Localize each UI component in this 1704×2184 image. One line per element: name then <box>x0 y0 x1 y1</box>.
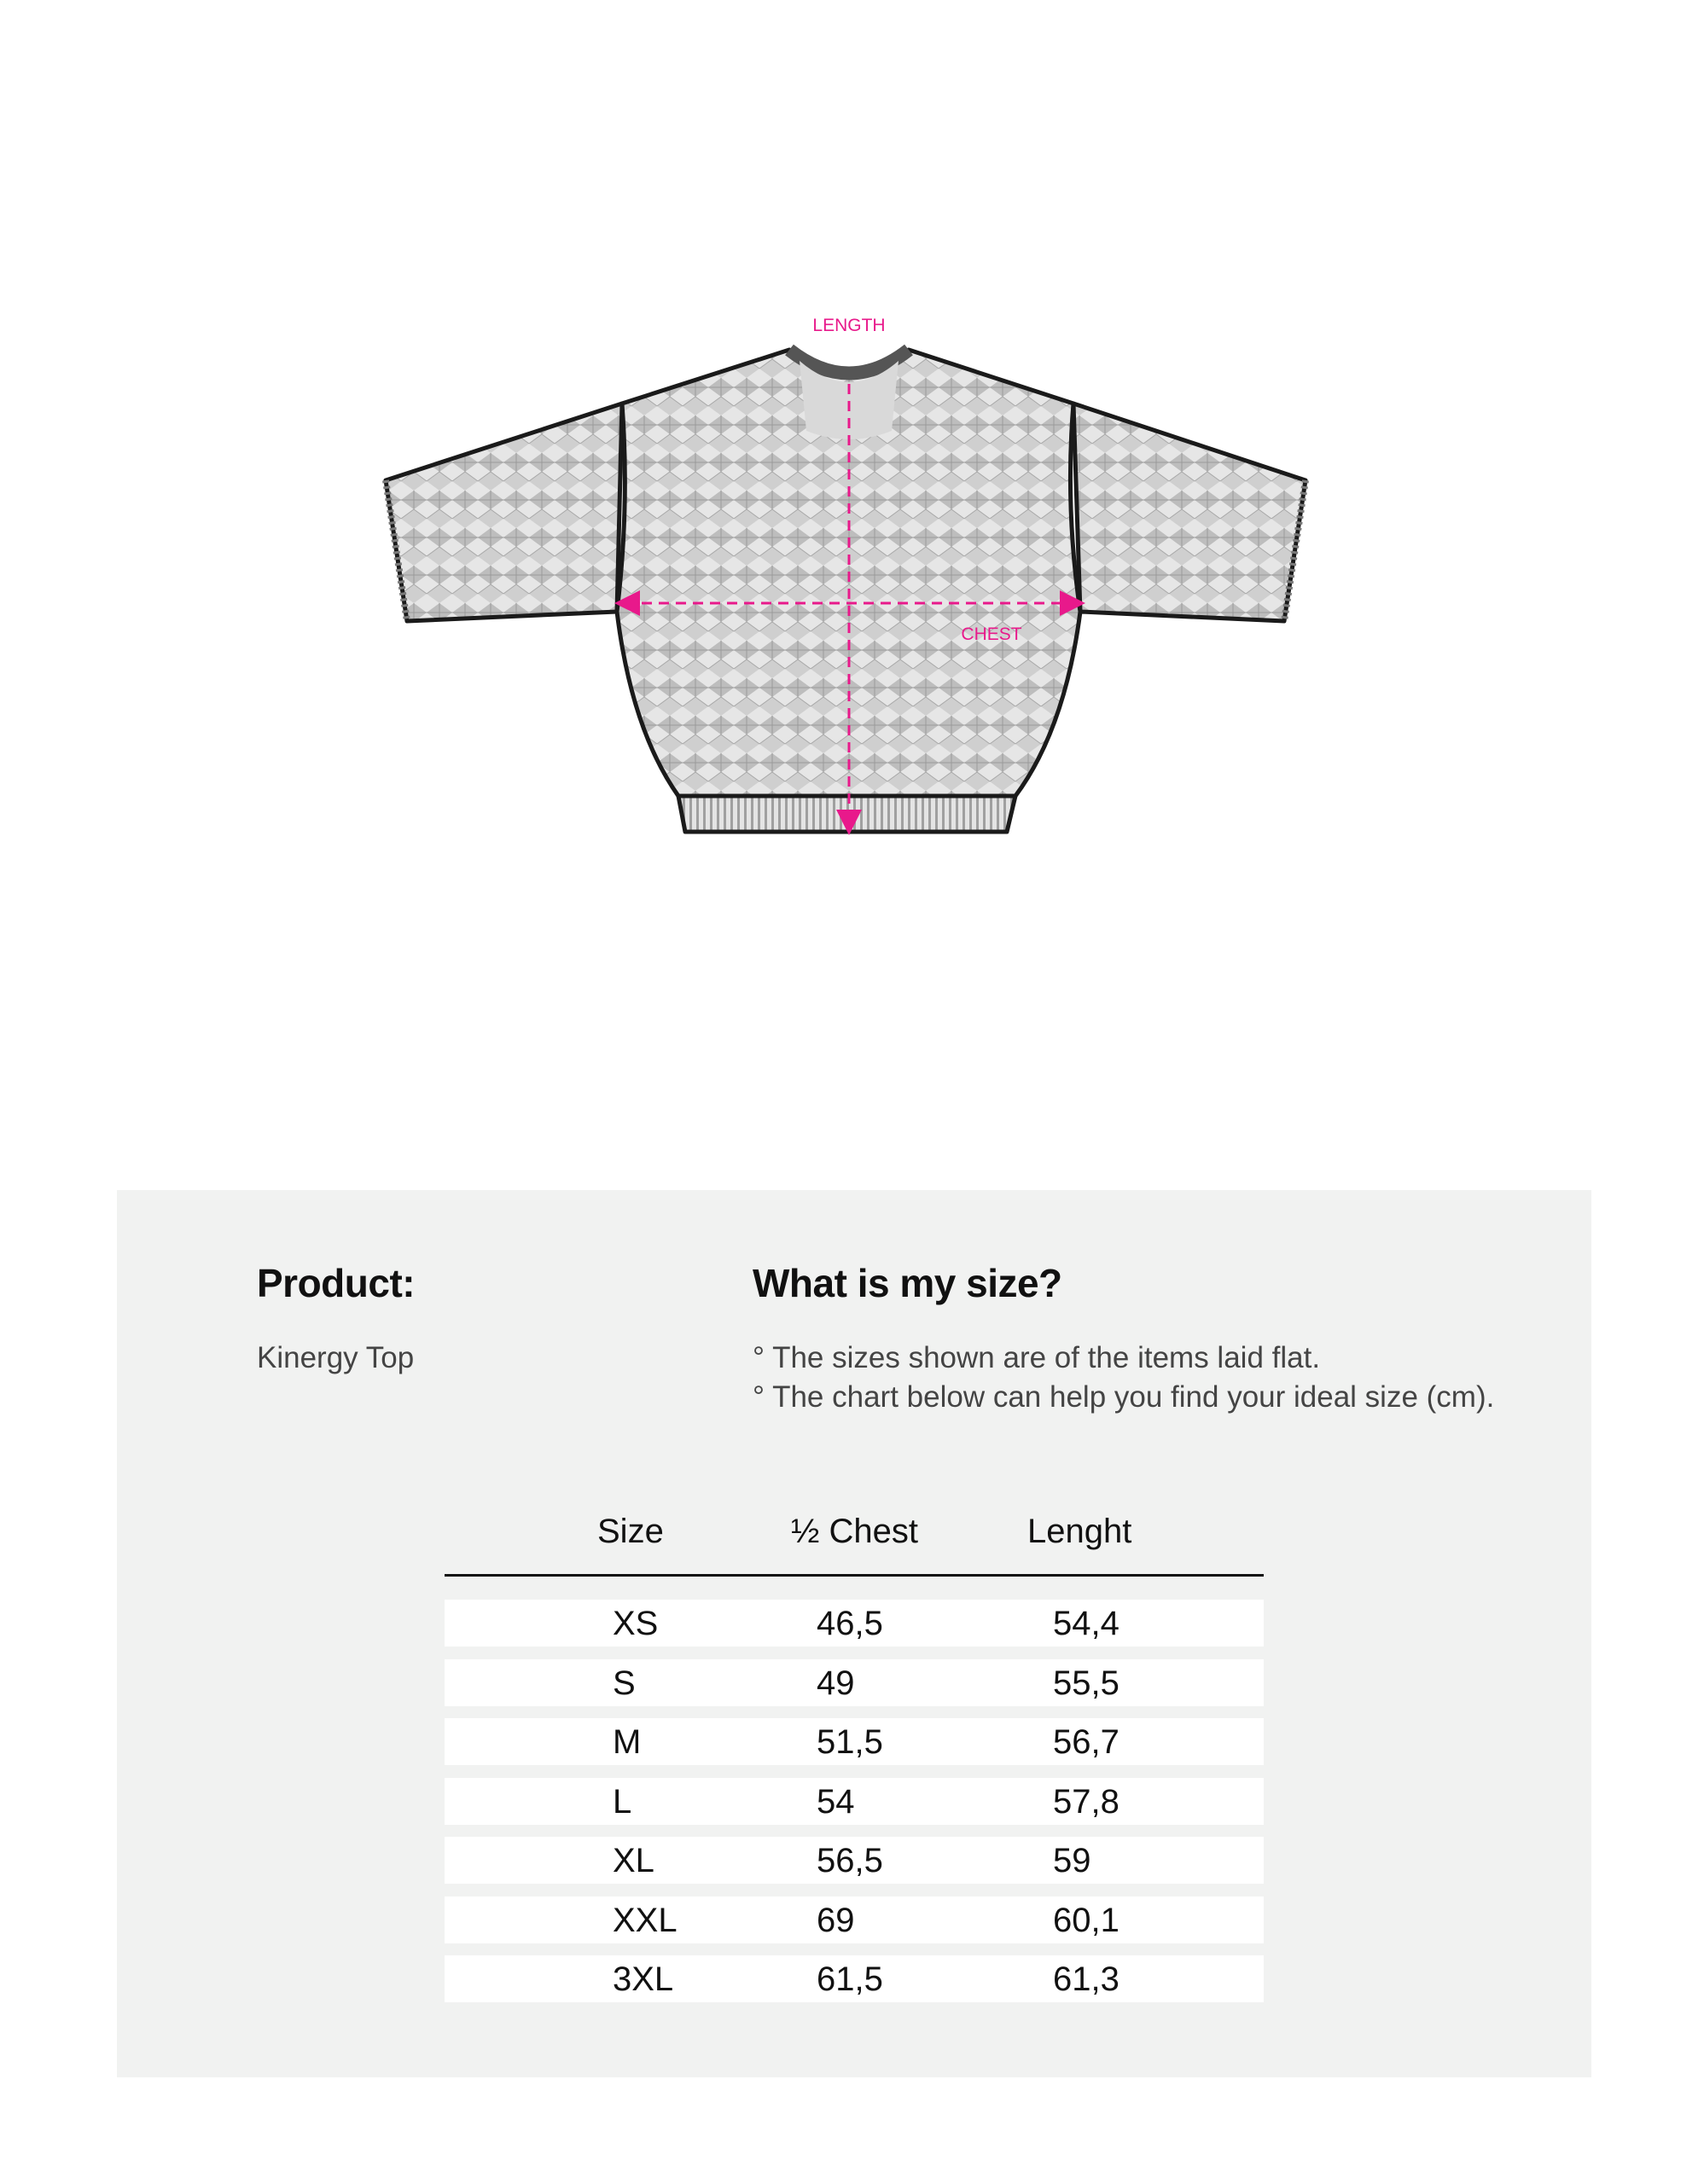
chest-cell: 51,5 <box>817 1723 883 1761</box>
left-sleeve <box>386 404 622 621</box>
length-cell: 60,1 <box>1053 1901 1120 1939</box>
table-row <box>445 1600 1264 1647</box>
product-name: Kinergy Top <box>257 1341 415 1374</box>
size-cell: XXL <box>613 1901 678 1939</box>
table-row <box>445 1718 1264 1765</box>
table-row <box>445 1896 1264 1943</box>
header-half-chest: ½ Chest <box>791 1513 918 1550</box>
size-chart-table <box>445 1506 1264 2015</box>
size-cell: M <box>613 1723 642 1761</box>
length-cell: 55,5 <box>1053 1664 1120 1702</box>
table-body <box>445 1600 1264 2002</box>
chest-cell: 46,5 <box>817 1605 883 1642</box>
header-length: Lenght <box>1027 1513 1132 1550</box>
size-cell: 3XL <box>613 1960 674 1998</box>
size-cell: L <box>613 1782 632 1821</box>
table-header <box>445 1506 1264 1577</box>
size-note: ° The sizes shown are of the items laid flat. <box>753 1341 1321 1374</box>
table-row <box>445 1659 1264 1706</box>
size-cell: XS <box>613 1605 659 1642</box>
size-cell: XL <box>613 1842 654 1879</box>
chest-cell: 49 <box>817 1664 855 1702</box>
chest-label: CHEST <box>961 624 1022 644</box>
length-cell: 54,4 <box>1053 1605 1120 1642</box>
size-notes <box>753 1339 1494 1417</box>
header-size: Size <box>597 1513 664 1550</box>
chest-cell: 54 <box>817 1782 855 1821</box>
size-question-heading: What is my size? <box>753 1261 1062 1305</box>
size-info-panel <box>117 1190 1591 2077</box>
length-cell: 57,8 <box>1053 1782 1120 1821</box>
table-row <box>445 1837 1264 1884</box>
length-label: LENGTH <box>812 316 886 335</box>
garment-diagram <box>375 303 1331 866</box>
table-row <box>445 1955 1264 2002</box>
table-row <box>445 1778 1264 1825</box>
size-cell: S <box>613 1664 636 1702</box>
chest-cell: 56,5 <box>817 1842 883 1879</box>
size-note: ° The chart below can help you find your ideal size (cm). <box>753 1380 1495 1414</box>
product-heading: Product: <box>257 1261 416 1305</box>
chest-cell: 69 <box>817 1901 855 1939</box>
length-cell: 59 <box>1053 1842 1091 1879</box>
length-cell: 56,7 <box>1053 1723 1120 1761</box>
chest-cell: 61,5 <box>817 1960 883 1998</box>
right-sleeve <box>1073 404 1306 621</box>
length-cell: 61,3 <box>1053 1960 1120 1998</box>
